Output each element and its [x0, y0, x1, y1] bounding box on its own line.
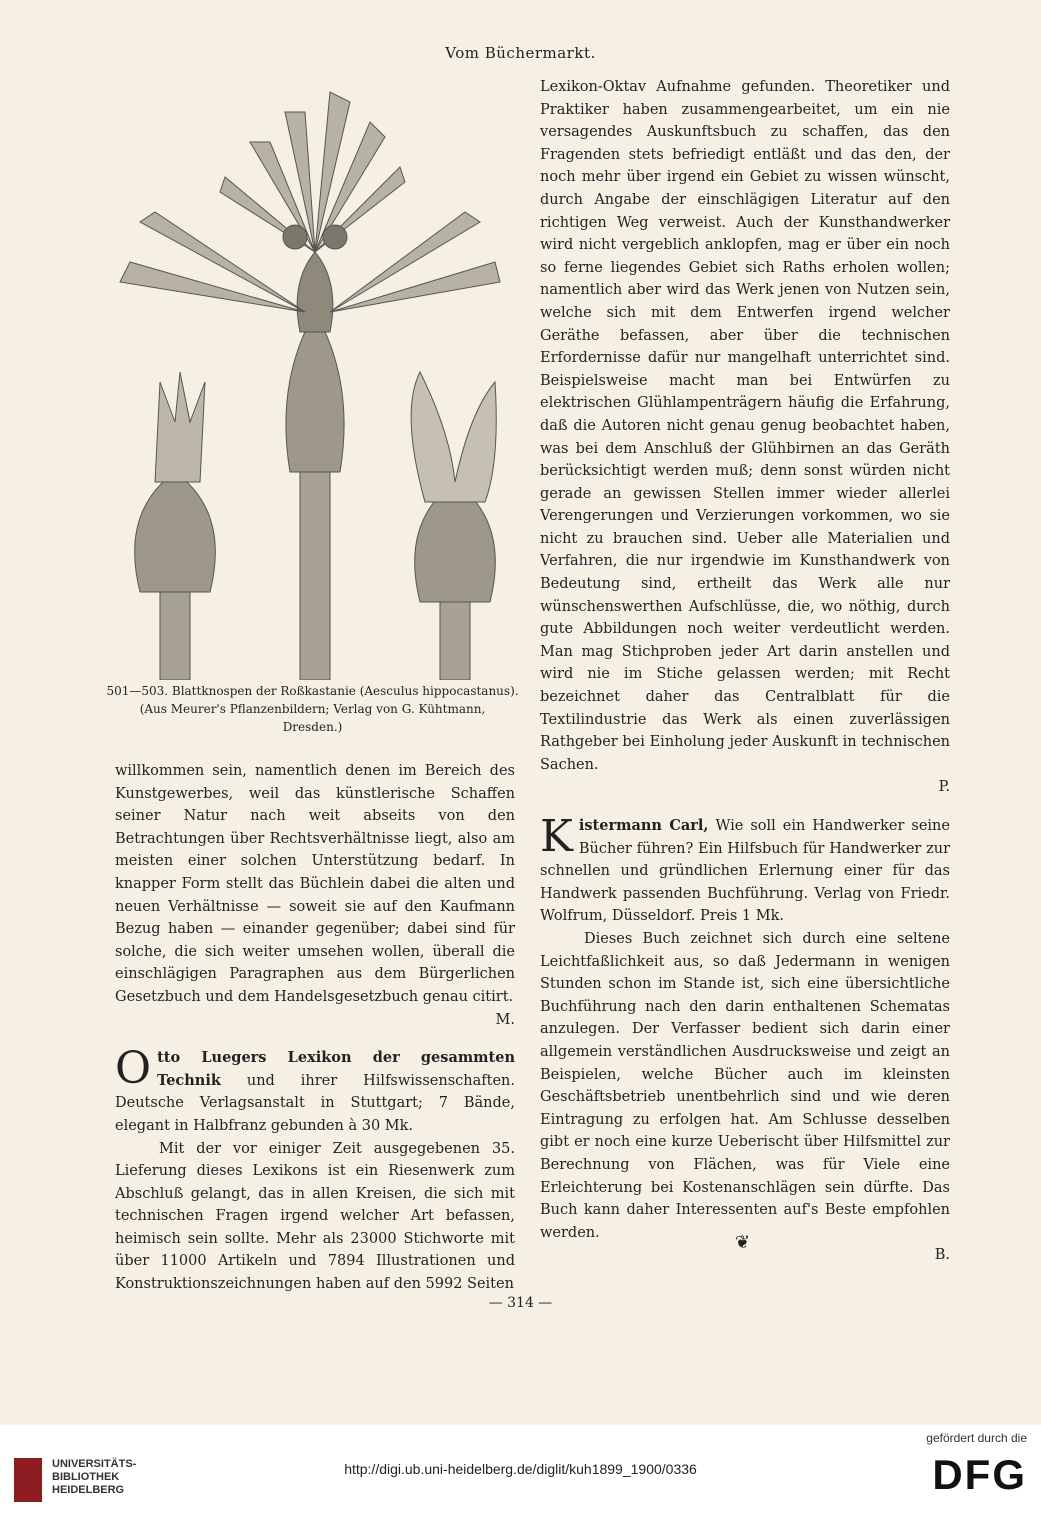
dfg-logo: DFG [932, 1451, 1027, 1498]
review-lueger-heading [115, 1043, 515, 1137]
caption-line: 501—503. Blattknospen der Roßkastanie (Aesculus hippocastanus). [106, 684, 519, 698]
review-kistermann-heading [540, 811, 950, 928]
page-number: — 314 — [488, 1295, 553, 1311]
flower-ornament-icon: ❦ [735, 1232, 751, 1253]
dropcap: O [115, 1043, 152, 1095]
footer [0, 1425, 1041, 1520]
review-body: Mit der vor einiger Zeit ausgegebenen 35. Lieferung dieses Lexikons ist ein Riesenwerk zum Abschluß gelangt, das in allen Kreisen, die sich mit technischen Fragen irgend welcher Art befassen, heimisch sein sollte. Mehr als 23000 Stichworte mit über 11000 Artikeln und 7894 Illustrationen und Konstruktionszeichnungen haben auf den 5992 Seiten [115, 1140, 515, 1293]
review-continuation: willkommen sein, namentlich denen im Bereich des Kunstgewerbes, weil das künstlerische Schaffen seiner Natur nach weit abseits von den Betrachtungen über Rechtsverhältnisse liegt, also am meisten einer solchen Unterstützung bedarf. In knapper Form stellt das Büchlein dabei die alten und neuen Verhältnisse — soweit sie auf den Kaufmann Bezug haben — einander gegenüber; dabei sind für solche, die sich weiter umsehen wollen, überall die einschlägigen Paragraphen aus dem Bürgerlichen Gesetzbuch und dem Handelsgesetzbuch genau citirt. [115, 763, 515, 1005]
chestnut-buds-illustration [100, 82, 525, 680]
review-title: istermann Carl, [578, 817, 709, 834]
review-body: Dieses Buch zeichnet sich durch eine seltene Leichtfaßlichkeit aus, so daß Jedermann in wenigen Stunden schon im Stande ist, sich eine übersichtliche Buchführung nach den darin enthaltenen Schematas anzulegen. Der Verfasser bedient sich darin einer allgemein verständlichen Ausdrucksweise und zeigt an Beispielen, welche Bücher auch im kleinsten Geschäftsbetrieb unentbehrlich sind und wie deren Eintragung zu erfolgen hat. Am Schlusse desselben gibt er noch eine kurze Ueberischt über Hilfsmittel zur Berechnung von Flächen, was für Viele eine Erleichterung bei Kostenanschlägen sein dürfte. Das Buch kann daher Interessenten auf's Beste empfohlen werden. [540, 930, 950, 1241]
review-title: tto Luegers Lexikon der gesammten Technik [157, 1049, 515, 1089]
review-intro: Wie soll ein Handwerker seine Bücher führen? Ein Hilfsbuch für Handwerker zur schnellen und gründlichen Erlernung einer für das Handwerk passenden Buchführung. Verlag von Friedr. Wolfrum, Düsseldorf. Preis 1 Mk. [540, 818, 950, 925]
library-name-line: UNIVERSITÄTS- [52, 1458, 137, 1470]
running-title: Vom Büchermarkt. [445, 44, 596, 62]
signature: M. [495, 1011, 515, 1028]
right-column [540, 76, 950, 1267]
funding-label: gefördert durch die [926, 1431, 1027, 1445]
library-name-line: BIBLIOTHEK [52, 1471, 120, 1483]
figure-caption [100, 682, 525, 736]
signature: B. [934, 1247, 950, 1264]
signature: P. [938, 779, 950, 796]
caption-line: (Aus Meurer's Pflanzenbildern; Verlag von G. Kühtmann, [139, 702, 486, 716]
caption-line: Dresden.) [282, 720, 343, 734]
left-column [115, 760, 515, 1296]
permalink-url[interactable]: http://digi.ub.uni-heidelberg.de/diglit/kuh1899_1900/0336 [344, 1461, 697, 1477]
review-intro: und ihrer Hilfswissenschaften. Deutsche Verlagsanstalt in Stuttgart; 7 Bände, elegant in Halbfranz gebunden à 30 Mk. [115, 1072, 515, 1134]
dropcap: K [540, 811, 573, 862]
library-name-line: HEIDELBERG [52, 1484, 125, 1496]
review-continued: Lexikon-Oktav Aufnahme gefunden. Theoretiker und Praktiker haben zusammengearbeitet, um ein nie versagendes Auskunftsbuch zu schaffen, das den Fragenden stets befriedigt entläßt und das den, der noch mehr über irgend ein Gebiet zu wissen wünscht, durch Angabe der einschlägigen Literatur auf den richtigen Weg verweist. Auch der Kunsthandwerker wird nicht vergeblich anklopfen, mag er über ein noch so ferne liegendes Gebiet sich Raths erholen wollen; namentlich aber wird das Werk jenen von Nutzen sein, welche sich mit dem Entwerfen irgend welcher Geräthe befassen, aber über die technischen Erfordernisse dafür nur mangelhaft unterrichtet sind. Beispielsweise macht man bei Entwürfen zu elektrischen Glühlampenträgern häufig die Erfahrung, daß die Autoren nicht genau genug beobachtet haben, was bei dem Anschluß der Glühbirnen an das Geräth berücksichtigt werden muß; denn sonst würden nicht gerade an gewissen Stellen immer wieder allerlei Verengerungen und Verzierungen vorkommen, wo sie nicht zu brauchen sind. Ueber alle Materialien und Verfahren, die nur irgendwie im Kunsthandwerk von Bedeutung sind, ertheilt das Werk alle nur wünschenswerthen Aufschlüsse, die, wo nöthig, durch gute Abbildungen noch weiter verdeutlicht werden. Man mag Stichproben jeder Art darin anstellen und wird nie im Stiche gelassen werden; mit Recht bezeichnet daher das Centralblatt für die Textilindustrie das Werk als einen zuverlässigen Rathgeber bei Einholung jeder Auskunft in technischen Sachen. [540, 79, 950, 773]
